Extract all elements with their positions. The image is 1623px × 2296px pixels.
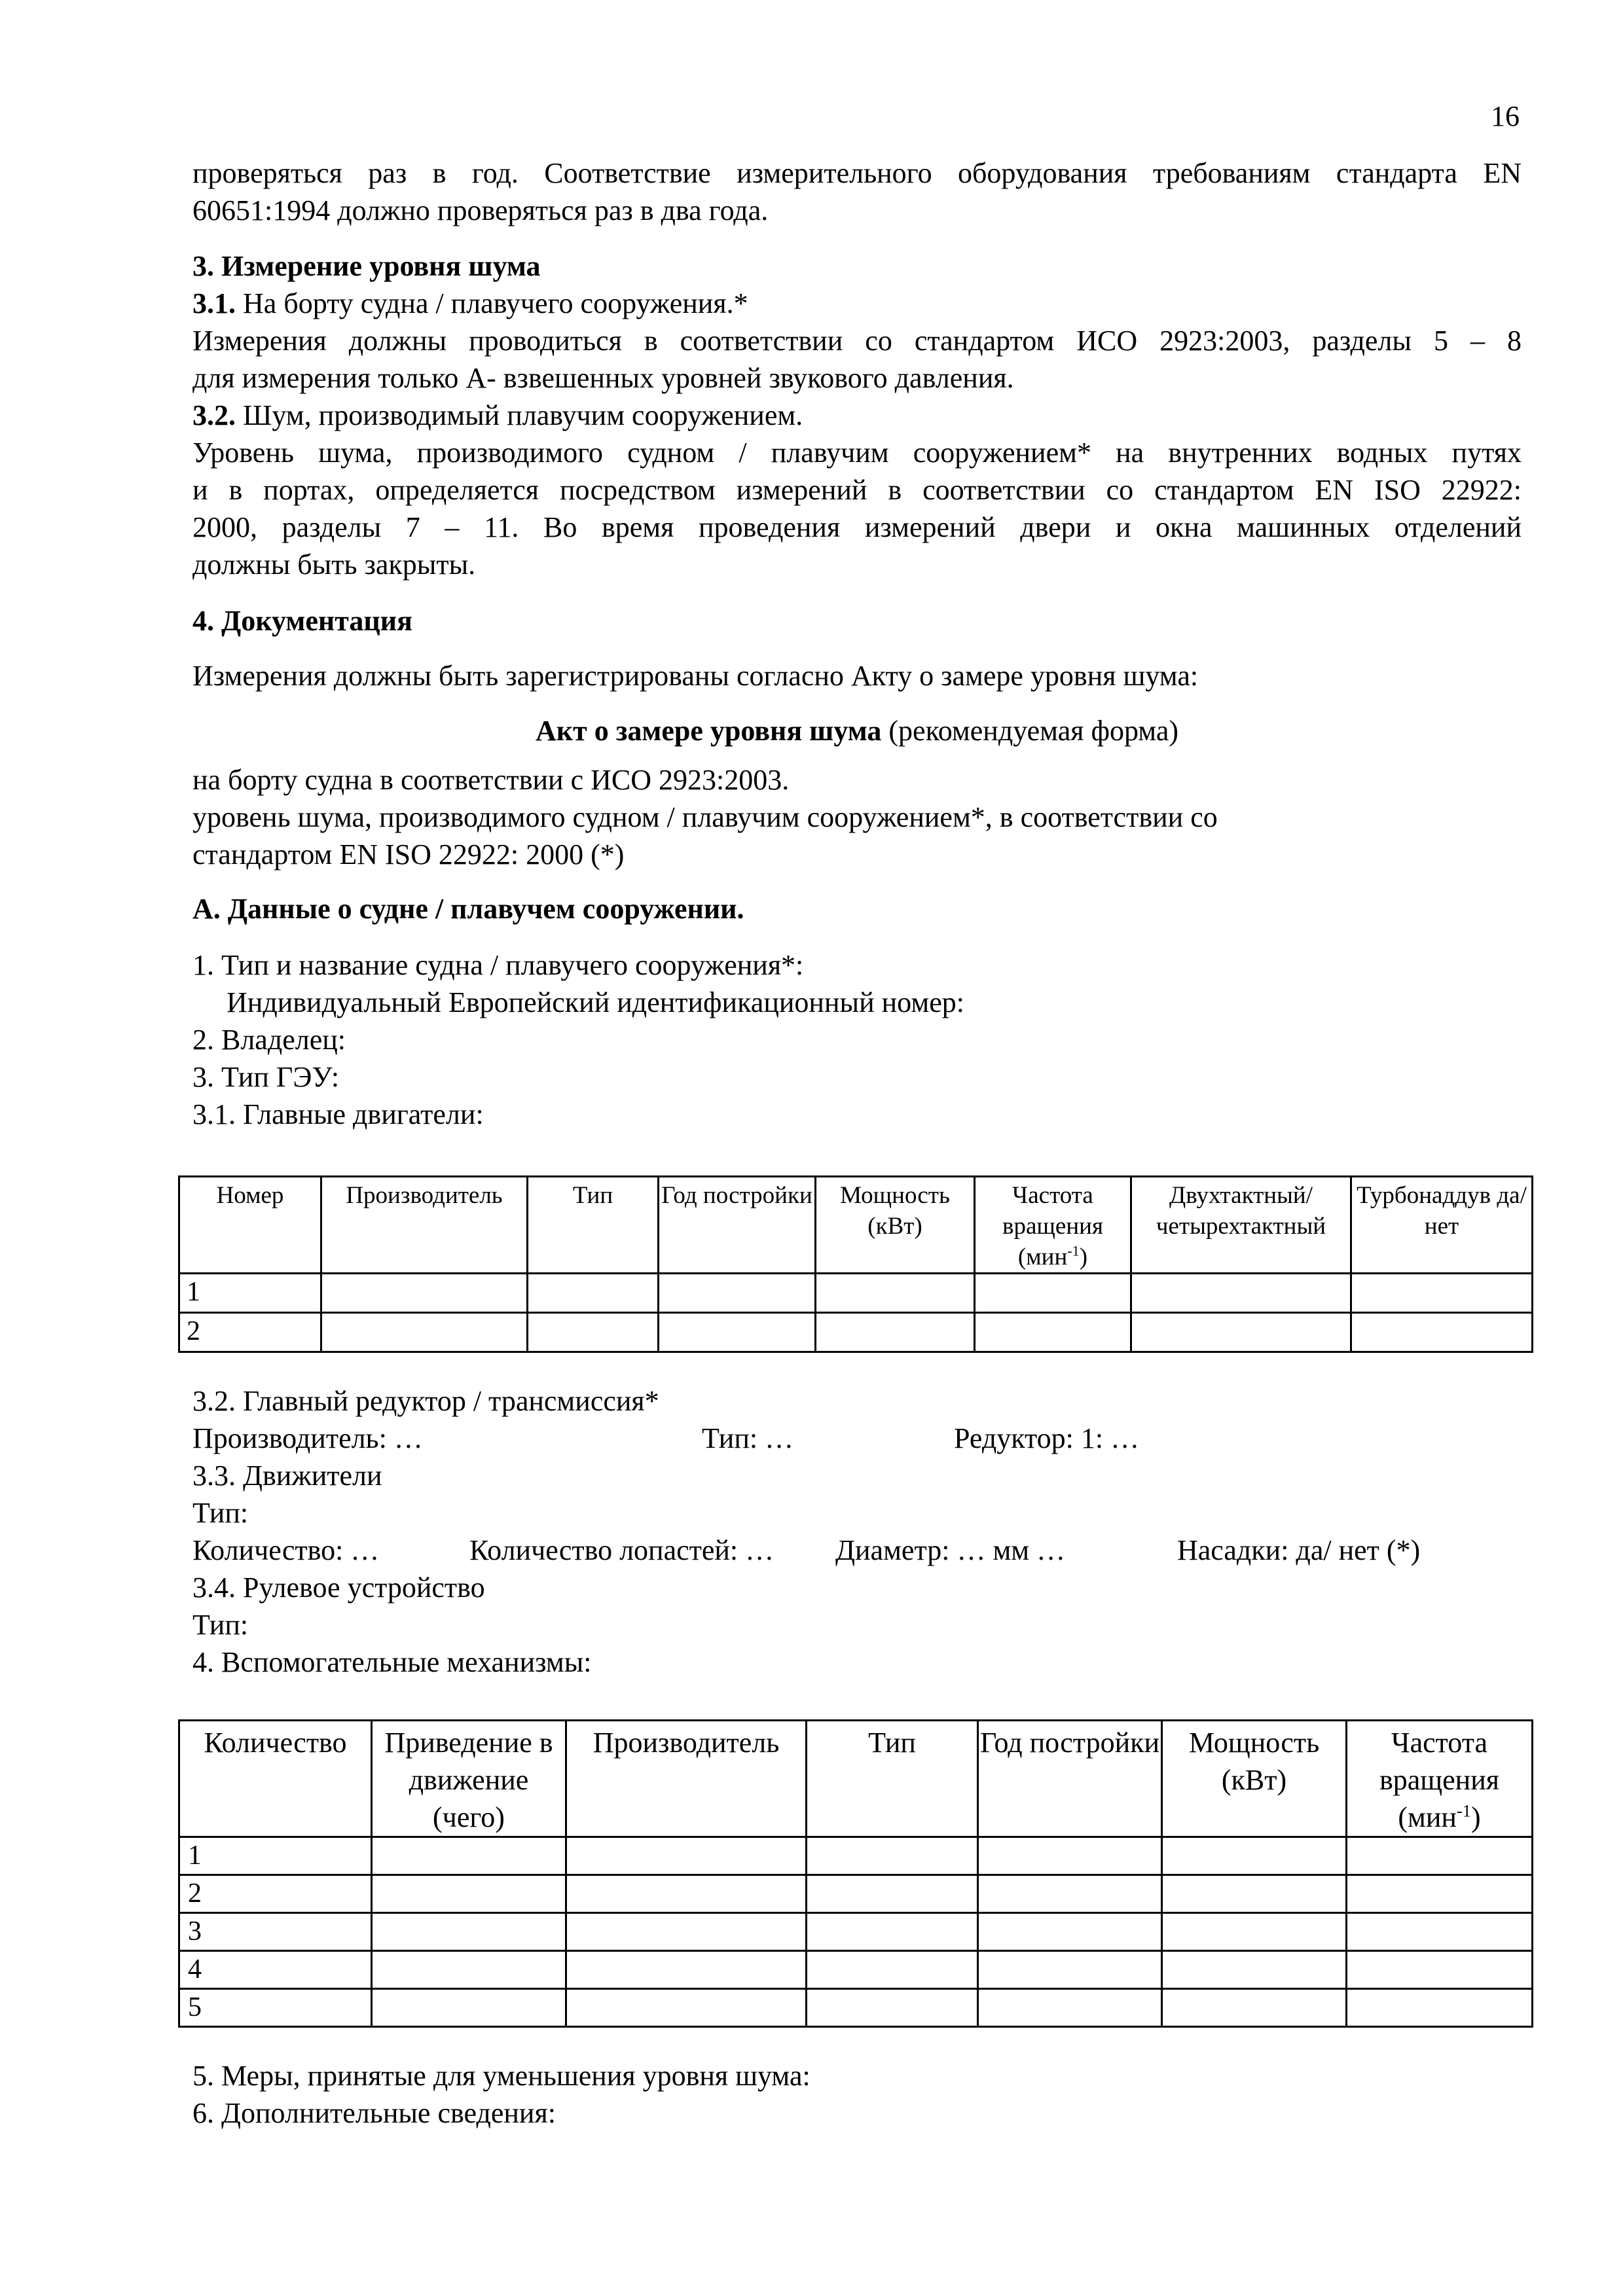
section-4-body: [192, 657, 1522, 694]
section-3: [192, 247, 1522, 583]
cell[interactable]: [978, 1875, 1162, 1913]
row-number: 1: [179, 1274, 321, 1313]
section-3-2-title-text: Шум, производимый плавучим сооружением.: [236, 399, 803, 431]
act-title: [192, 712, 1522, 749]
section-3-2-block: [192, 1382, 1522, 1681]
column-header-turbo: Турбонаддув да/ нет: [1351, 1177, 1533, 1274]
section-3-2-line-2: и в портах, определяется посредством измерений в соответствии со стандартом EN ISO 22922:: [192, 474, 1522, 506]
item-1-sub: Индивидуальный Европейский идентификационный номер:: [227, 986, 964, 1018]
cell[interactable]: [1347, 1951, 1533, 1989]
cell[interactable]: [1162, 1913, 1347, 1951]
steering-title: 3.4. Рулевое устройство: [192, 1571, 485, 1604]
propulsors-blades: Количество лопастей: …: [469, 1534, 775, 1566]
column-header-number: Номер: [179, 1177, 321, 1274]
section-3-2-line-1: Уровень шума, производимого судном / плавучим сооружением* на внутренних водных путях: [192, 437, 1522, 469]
item-1: 1. Тип и название судна / плавучего сооружения*:: [192, 949, 804, 981]
cell[interactable]: [816, 1274, 975, 1313]
row-number: 3: [179, 1913, 372, 1951]
act-line-1: на борту судна в соответствии с ИСО 2923:2003.: [192, 764, 790, 796]
propulsors-type: Тип:: [192, 1497, 249, 1529]
column-header-power: Мощность (кВт): [816, 1177, 975, 1274]
section-4: [192, 602, 1522, 639]
row-number: 4: [179, 1951, 372, 1989]
cell[interactable]: [807, 1989, 978, 2027]
column-header-stroke: Двухтактный/ четырехтактный: [1131, 1177, 1351, 1274]
propulsors-quantity: Количество: …: [192, 1534, 380, 1566]
table-header-row: [179, 1177, 1533, 1274]
column-header-type: Тип: [807, 1721, 978, 1837]
cell[interactable]: [659, 1274, 816, 1313]
cell[interactable]: [372, 1875, 566, 1913]
rotation-suffix: ): [1079, 1244, 1088, 1270]
act-line-3: стандартом EN ISO 22922: 2000 (*): [192, 838, 625, 870]
cell[interactable]: [1347, 1875, 1533, 1913]
section-3-2-number: 3.2.: [192, 399, 236, 431]
cell[interactable]: [807, 1837, 978, 1875]
table-row: [179, 1913, 1533, 1951]
row-number: 1: [179, 1837, 372, 1875]
column-header-year: Год постройки: [978, 1721, 1162, 1837]
cell[interactable]: [372, 1837, 566, 1875]
item-3-1: 3.1. Главные двигатели:: [192, 1098, 484, 1130]
column-header-rotation: [1347, 1721, 1533, 1837]
section-3-2-title: [192, 397, 1522, 434]
cell[interactable]: [566, 1875, 807, 1913]
section-3-1-title: [192, 285, 1522, 322]
propulsors-nozzles: Насадки: да/ нет (*): [1177, 1534, 1421, 1566]
cell[interactable]: [372, 1989, 566, 2027]
cell[interactable]: [1131, 1313, 1351, 1352]
cell[interactable]: [816, 1313, 975, 1352]
table-header-row: [179, 1721, 1533, 1837]
section-3-1-title-text: На борту судна / плавучего сооружения.*: [236, 287, 748, 319]
cell[interactable]: [807, 1875, 978, 1913]
rotation-superscript: -1: [1067, 1242, 1080, 1259]
section-4-text: Измерения должны быть зарегистрированы согласно Акту о замере уровня шума:: [192, 660, 1199, 692]
cell[interactable]: [1347, 1989, 1533, 2027]
cell[interactable]: [566, 1951, 807, 1989]
cell[interactable]: [975, 1274, 1131, 1313]
rotation-superscript: -1: [1456, 1801, 1471, 1821]
act-title-rest: (рекомендуемая форма): [881, 715, 1179, 747]
item-5: 5. Меры, принятые для уменьшения уровня шума:: [192, 2060, 811, 2092]
cell[interactable]: [1351, 1313, 1533, 1352]
cell[interactable]: [321, 1313, 528, 1352]
table-row: [179, 1951, 1533, 1989]
rotation-label: Частота вращения (мин: [1002, 1182, 1103, 1270]
act-title-bold: Акт о замере уровня шума: [535, 715, 882, 747]
act-line-2: уровень шума, производимого судном / плавучим сооружением*, в соответствии со: [192, 801, 1218, 833]
row-number: 2: [179, 1875, 372, 1913]
cell[interactable]: [1347, 1837, 1533, 1875]
cell[interactable]: [566, 1837, 807, 1875]
section-3-2-line-4: должны быть закрыты.: [192, 548, 476, 581]
section-3-heading: 3. Измерение уровня шума: [192, 250, 541, 282]
column-header-year: Год постройки: [659, 1177, 816, 1274]
cell[interactable]: [975, 1313, 1131, 1352]
cell[interactable]: [1162, 1837, 1347, 1875]
table-row: [179, 1313, 1533, 1352]
cell[interactable]: [1351, 1274, 1533, 1313]
table-row: [179, 1875, 1533, 1913]
column-header-rotation: [975, 1177, 1131, 1274]
cell[interactable]: [528, 1313, 659, 1352]
item-3: 3. Тип ГЭУ:: [192, 1061, 340, 1093]
gearbox-reducer: Редуктор: 1: …: [954, 1422, 1140, 1454]
footer-items: [192, 2057, 1522, 2132]
cell[interactable]: [659, 1313, 816, 1352]
cell[interactable]: [528, 1274, 659, 1313]
cell[interactable]: [566, 1913, 807, 1951]
main-engines-table: [178, 1175, 1533, 1353]
item-4: 4. Вспомогательные механизмы:: [192, 1646, 592, 1678]
column-header-quantity: Количество: [179, 1721, 372, 1837]
row-number: 5: [179, 1989, 372, 2027]
cell[interactable]: [807, 1913, 978, 1951]
cell[interactable]: [1162, 1951, 1347, 1989]
column-header-manufacturer: Производитель: [321, 1177, 528, 1274]
cell[interactable]: [1131, 1274, 1351, 1313]
item-6: 6. Дополнительные сведения:: [192, 2097, 556, 2129]
intro-line-1: проверяться раз в год. Соответствие измерительного оборудования требованиям стандарта EN: [192, 157, 1522, 189]
intro-line-2: 60651:1994 должно проверяться раз в два года.: [192, 194, 769, 226]
column-header-type: Тип: [528, 1177, 659, 1274]
rotation-label: Частота вращения (мин: [1379, 1727, 1500, 1833]
section-a-heading: А. Данные о судне / плавучем сооружении.: [192, 893, 744, 925]
cell[interactable]: [1347, 1913, 1533, 1951]
column-header-manufacturer: Производитель: [566, 1721, 807, 1837]
section-3-1-number: 3.1.: [192, 287, 236, 319]
column-header-drive: Приведение в движение (чего): [372, 1721, 566, 1837]
auxiliary-machinery-table: [178, 1719, 1533, 2028]
page-number: 16: [1491, 100, 1520, 132]
cell[interactable]: [372, 1913, 566, 1951]
cell[interactable]: [566, 1989, 807, 2027]
section-3-1-line-1: Измерения должны проводиться в соответствии со стандартом ИСО 2923:2003, разделы 5 – 8: [192, 325, 1522, 357]
cell[interactable]: [978, 1913, 1162, 1951]
section-3-2-line-3: 2000, разделы 7 – 11. Во время проведения измерений двери и окна машинных отделений: [192, 511, 1522, 543]
gearbox-type: Тип: …: [702, 1422, 794, 1454]
section-a: [192, 890, 1522, 927]
propulsors-row: [192, 1532, 1522, 1569]
act-description: [192, 761, 1522, 873]
cell[interactable]: [807, 1951, 978, 1989]
gearbox-row: [192, 1420, 1522, 1457]
item-2: 2. Владелец:: [192, 1024, 346, 1056]
cell[interactable]: [978, 1837, 1162, 1875]
table-row: [179, 1989, 1533, 2027]
cell[interactable]: [372, 1951, 566, 1989]
gearbox-manufacturer: Производитель: …: [192, 1422, 423, 1454]
column-header-power: Мощность (кВт): [1162, 1721, 1347, 1837]
table-row: [179, 1837, 1533, 1875]
section-3-1-line-2: для измерения только А- взвешенных уровней звукового давления.: [192, 362, 1014, 394]
propulsors-title: 3.3. Движители: [192, 1460, 382, 1492]
gearbox-title: 3.2. Главный редуктор / трансмиссия*: [192, 1385, 659, 1417]
cell[interactable]: [978, 1989, 1162, 2027]
steering-type: Тип:: [192, 1609, 249, 1641]
row-number: 2: [179, 1313, 321, 1352]
cell[interactable]: [1162, 1875, 1347, 1913]
section-4-heading: 4. Документация: [192, 605, 412, 637]
section-a-items: [192, 946, 1522, 1133]
table-row: [179, 1274, 1533, 1313]
rotation-suffix: ): [1470, 1801, 1481, 1833]
cell[interactable]: [978, 1951, 1162, 1989]
propulsors-diameter: Диаметр: … мм …: [835, 1534, 1066, 1566]
cell[interactable]: [1162, 1989, 1347, 2027]
cell[interactable]: [321, 1274, 528, 1313]
intro-paragraph: [192, 154, 1522, 229]
